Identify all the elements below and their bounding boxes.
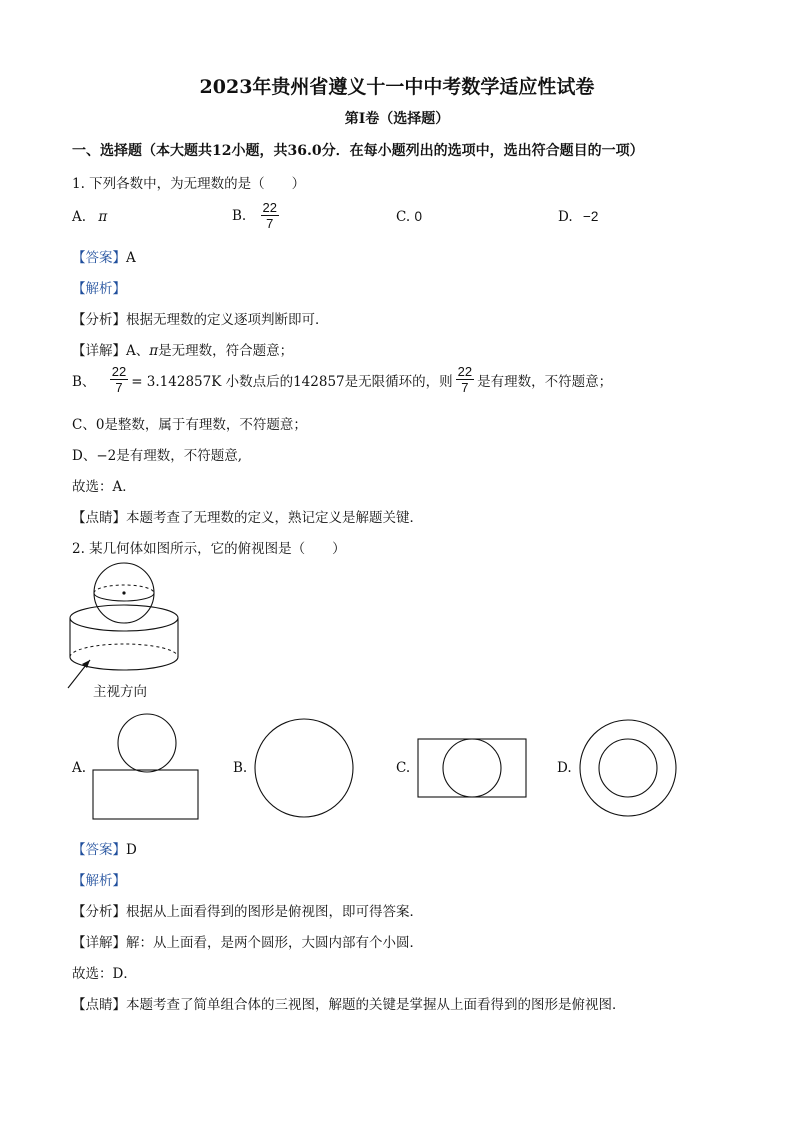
denominator: 7 xyxy=(115,380,123,395)
denominator: 7 xyxy=(461,380,469,395)
option-value: −2 xyxy=(582,209,599,224)
option-a-rectangle xyxy=(93,770,198,819)
q1-analysis-tag xyxy=(72,277,126,297)
option-d-outer-circle xyxy=(580,720,676,816)
option-c-circle xyxy=(443,739,501,797)
detail-prefix: A、 xyxy=(126,343,150,359)
option-label: D. xyxy=(558,209,573,225)
numerator: 22 xyxy=(111,364,127,379)
detail-text: 是无理数，符合题意； xyxy=(158,343,294,359)
sphere-center-dot xyxy=(122,591,125,594)
numerator: 22 xyxy=(457,364,473,379)
q1-answer xyxy=(72,246,136,266)
q1-option-b xyxy=(232,200,282,231)
option-value: 0 xyxy=(414,209,422,224)
detail-text: 解：从上面看，是两个圆形，大圆内部有个小圆． xyxy=(126,935,423,951)
answer-value: D xyxy=(126,842,137,858)
dianjing-tag: 【点睛】 xyxy=(72,510,126,526)
fenxi-text: 根据无理数的定义逐项判断即可． xyxy=(126,312,329,328)
option-d-inner-circle xyxy=(599,739,657,797)
figure-caption: 主视方向 xyxy=(93,684,147,700)
dianjing-tag: 【点睛】 xyxy=(72,997,126,1013)
option-c-rectangle xyxy=(418,739,526,797)
denominator: 7 xyxy=(266,216,274,231)
detail-text: 是有理数，不符题意； xyxy=(477,373,613,390)
option-label: C. xyxy=(396,209,411,225)
q2-option-a-figure xyxy=(90,712,202,824)
option-label: B. xyxy=(232,207,247,224)
detail-tag: 【详解】 xyxy=(72,343,126,359)
q1-detail-a xyxy=(72,339,293,359)
fraction xyxy=(261,200,279,231)
q2-option-b-label: B. xyxy=(233,760,248,776)
answer-tag: 【答案】 xyxy=(72,842,126,858)
numerator: 22 xyxy=(262,200,277,215)
answer-value: A xyxy=(126,250,136,266)
q2-detail xyxy=(72,931,423,951)
fenxi-tag: 【分析】 xyxy=(72,312,126,328)
fraction xyxy=(456,364,474,395)
option-value: π xyxy=(98,209,108,225)
analysis-tag: 【解析】 xyxy=(72,873,126,889)
fenxi-text: 根据从上面看得到的图形是俯视图，即可得答案． xyxy=(126,904,423,920)
q1-choose: 故选：A． xyxy=(72,479,136,495)
q2-option-b-figure xyxy=(250,718,358,826)
detail-text: = 3.142857K 小数点后的142857是无限循环的，则 xyxy=(131,373,453,390)
q1-option-c xyxy=(396,209,422,225)
q1-detail-d: D、−2是有理数，不符题意, xyxy=(72,448,243,464)
dianjing-text: 本题考查了简单组合体的三视图，解题的关键是掌握从上面看得到的图形是俯视图． xyxy=(126,997,626,1013)
answer-tag: 【答案】 xyxy=(72,250,126,266)
fenxi-tag: 【分析】 xyxy=(72,904,126,920)
cylinder-bottom-back xyxy=(70,644,178,657)
q2-choose: 故选：D． xyxy=(72,966,137,982)
option-b-circle xyxy=(255,719,353,817)
q1-dianjing xyxy=(72,506,423,526)
q2-option-d-label: D. xyxy=(557,760,572,776)
section-heading: 一、选择题（本大题共12小题，共36.0分．在每小题列出的选项中，选出符合题目的一项） xyxy=(72,143,644,159)
analysis-tag: 【解析】 xyxy=(72,281,126,297)
q1-detail-c: C、0是整数，属于有理数，不符题意； xyxy=(72,417,307,433)
q2-option-c-figure xyxy=(414,736,530,802)
q2-option-d-figure xyxy=(576,716,682,822)
q2-option-c-label: C. xyxy=(396,760,411,776)
fraction xyxy=(110,364,128,395)
option-a-circle xyxy=(118,714,176,772)
page-title: 2023年贵州省遵义十一中中考数学适应性试卷 xyxy=(199,76,595,98)
option-label: A. xyxy=(72,209,87,225)
q1-detail-b xyxy=(72,364,612,395)
q2-answer xyxy=(72,838,137,858)
q1-option-a xyxy=(72,209,107,225)
q2-stem: 2. 某几何体如图所示，它的俯视图是（ ） xyxy=(72,541,346,557)
dianjing-text: 本题考查了无理数的定义，熟记定义是解题关键． xyxy=(126,510,423,526)
detail-prefix: B、 xyxy=(72,373,96,390)
q2-analysis-tag xyxy=(72,869,126,889)
detail-tag: 【详解】 xyxy=(72,935,126,951)
cylinder-top xyxy=(70,605,178,631)
part-heading: 第I卷（选择题） xyxy=(344,111,450,127)
q1-stem: 1. 下列各数中，为无理数的是（ ） xyxy=(72,176,306,192)
q2-dianjing xyxy=(72,993,626,1013)
pi-symbol: π xyxy=(149,343,159,359)
q2-option-a-label: A. xyxy=(72,760,87,776)
q1-option-d xyxy=(558,209,598,225)
q1-options xyxy=(72,200,732,236)
q1-fenxi xyxy=(72,308,329,328)
q2-fenxi xyxy=(72,900,423,920)
